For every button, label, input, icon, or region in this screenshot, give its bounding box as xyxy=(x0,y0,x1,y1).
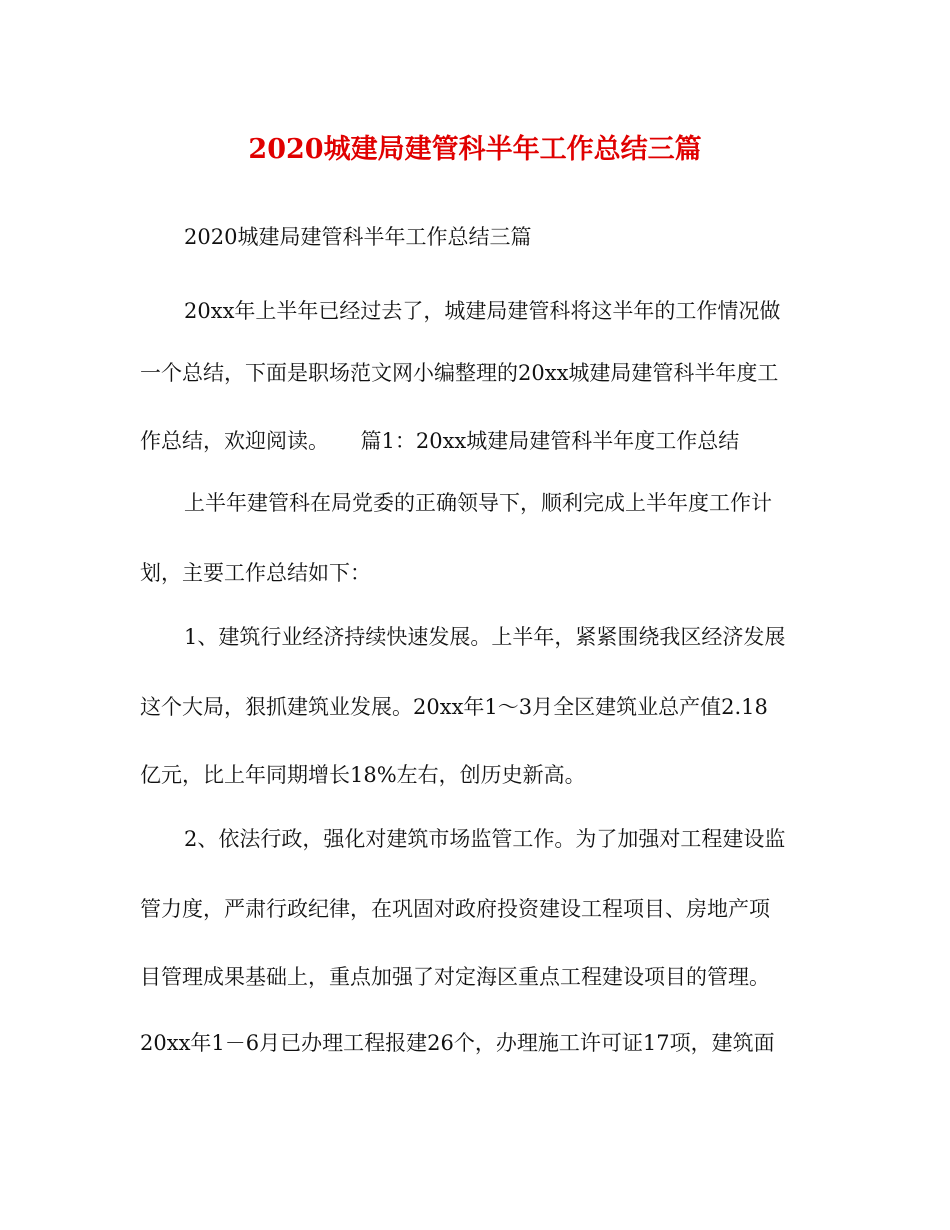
paragraph-line: 作总结，欢迎阅读。 篇1：20xx城建局建管科半年度工作总结 xyxy=(140,429,740,453)
paragraph-line: 管力度，严肃行政纪律，在巩固对政府投资建设工程项目、房地产项 xyxy=(140,897,770,921)
paragraph-line: 划，主要工作总结如下： xyxy=(140,561,371,585)
document-title: 2020城建局建管科半年工作总结三篇 xyxy=(248,134,702,165)
subtitle-line: 2020城建局建管科半年工作总结三篇 xyxy=(184,225,532,249)
paragraph-line: 目管理成果基础上，重点加强了对定海区重点工程建设项目的管理。 xyxy=(140,965,770,989)
paragraph-line: 亿元，比上年同期增长18%左右，创历史新高。 xyxy=(140,763,586,787)
paragraph-line: 20xx年1－6月已办理工程报建26个，办理施工许可证17项，建筑面 xyxy=(140,1031,775,1055)
paragraph-line: 20xx年上半年已经过去了，城建局建管科将这半年的工作情况做 xyxy=(184,299,781,323)
paragraph-line: 上半年建管科在局党委的正确领导下，顺利完成上半年度工作计 xyxy=(184,491,772,515)
paragraph-line: 1、建筑行业经济持续快速发展。上半年，紧紧围绕我区经济发展 xyxy=(184,625,786,649)
paragraph-line: 2、依法行政，强化对建筑市场监管工作。为了加强对工程建设监 xyxy=(184,827,786,851)
paragraph-line: 一个总结，下面是职场范文网小编整理的20xx城建局建管科半年度工 xyxy=(140,361,779,385)
paragraph-line: 这个大局，狠抓建筑业发展。20xx年1～3月全区建筑业总产值2.18 xyxy=(140,695,768,719)
